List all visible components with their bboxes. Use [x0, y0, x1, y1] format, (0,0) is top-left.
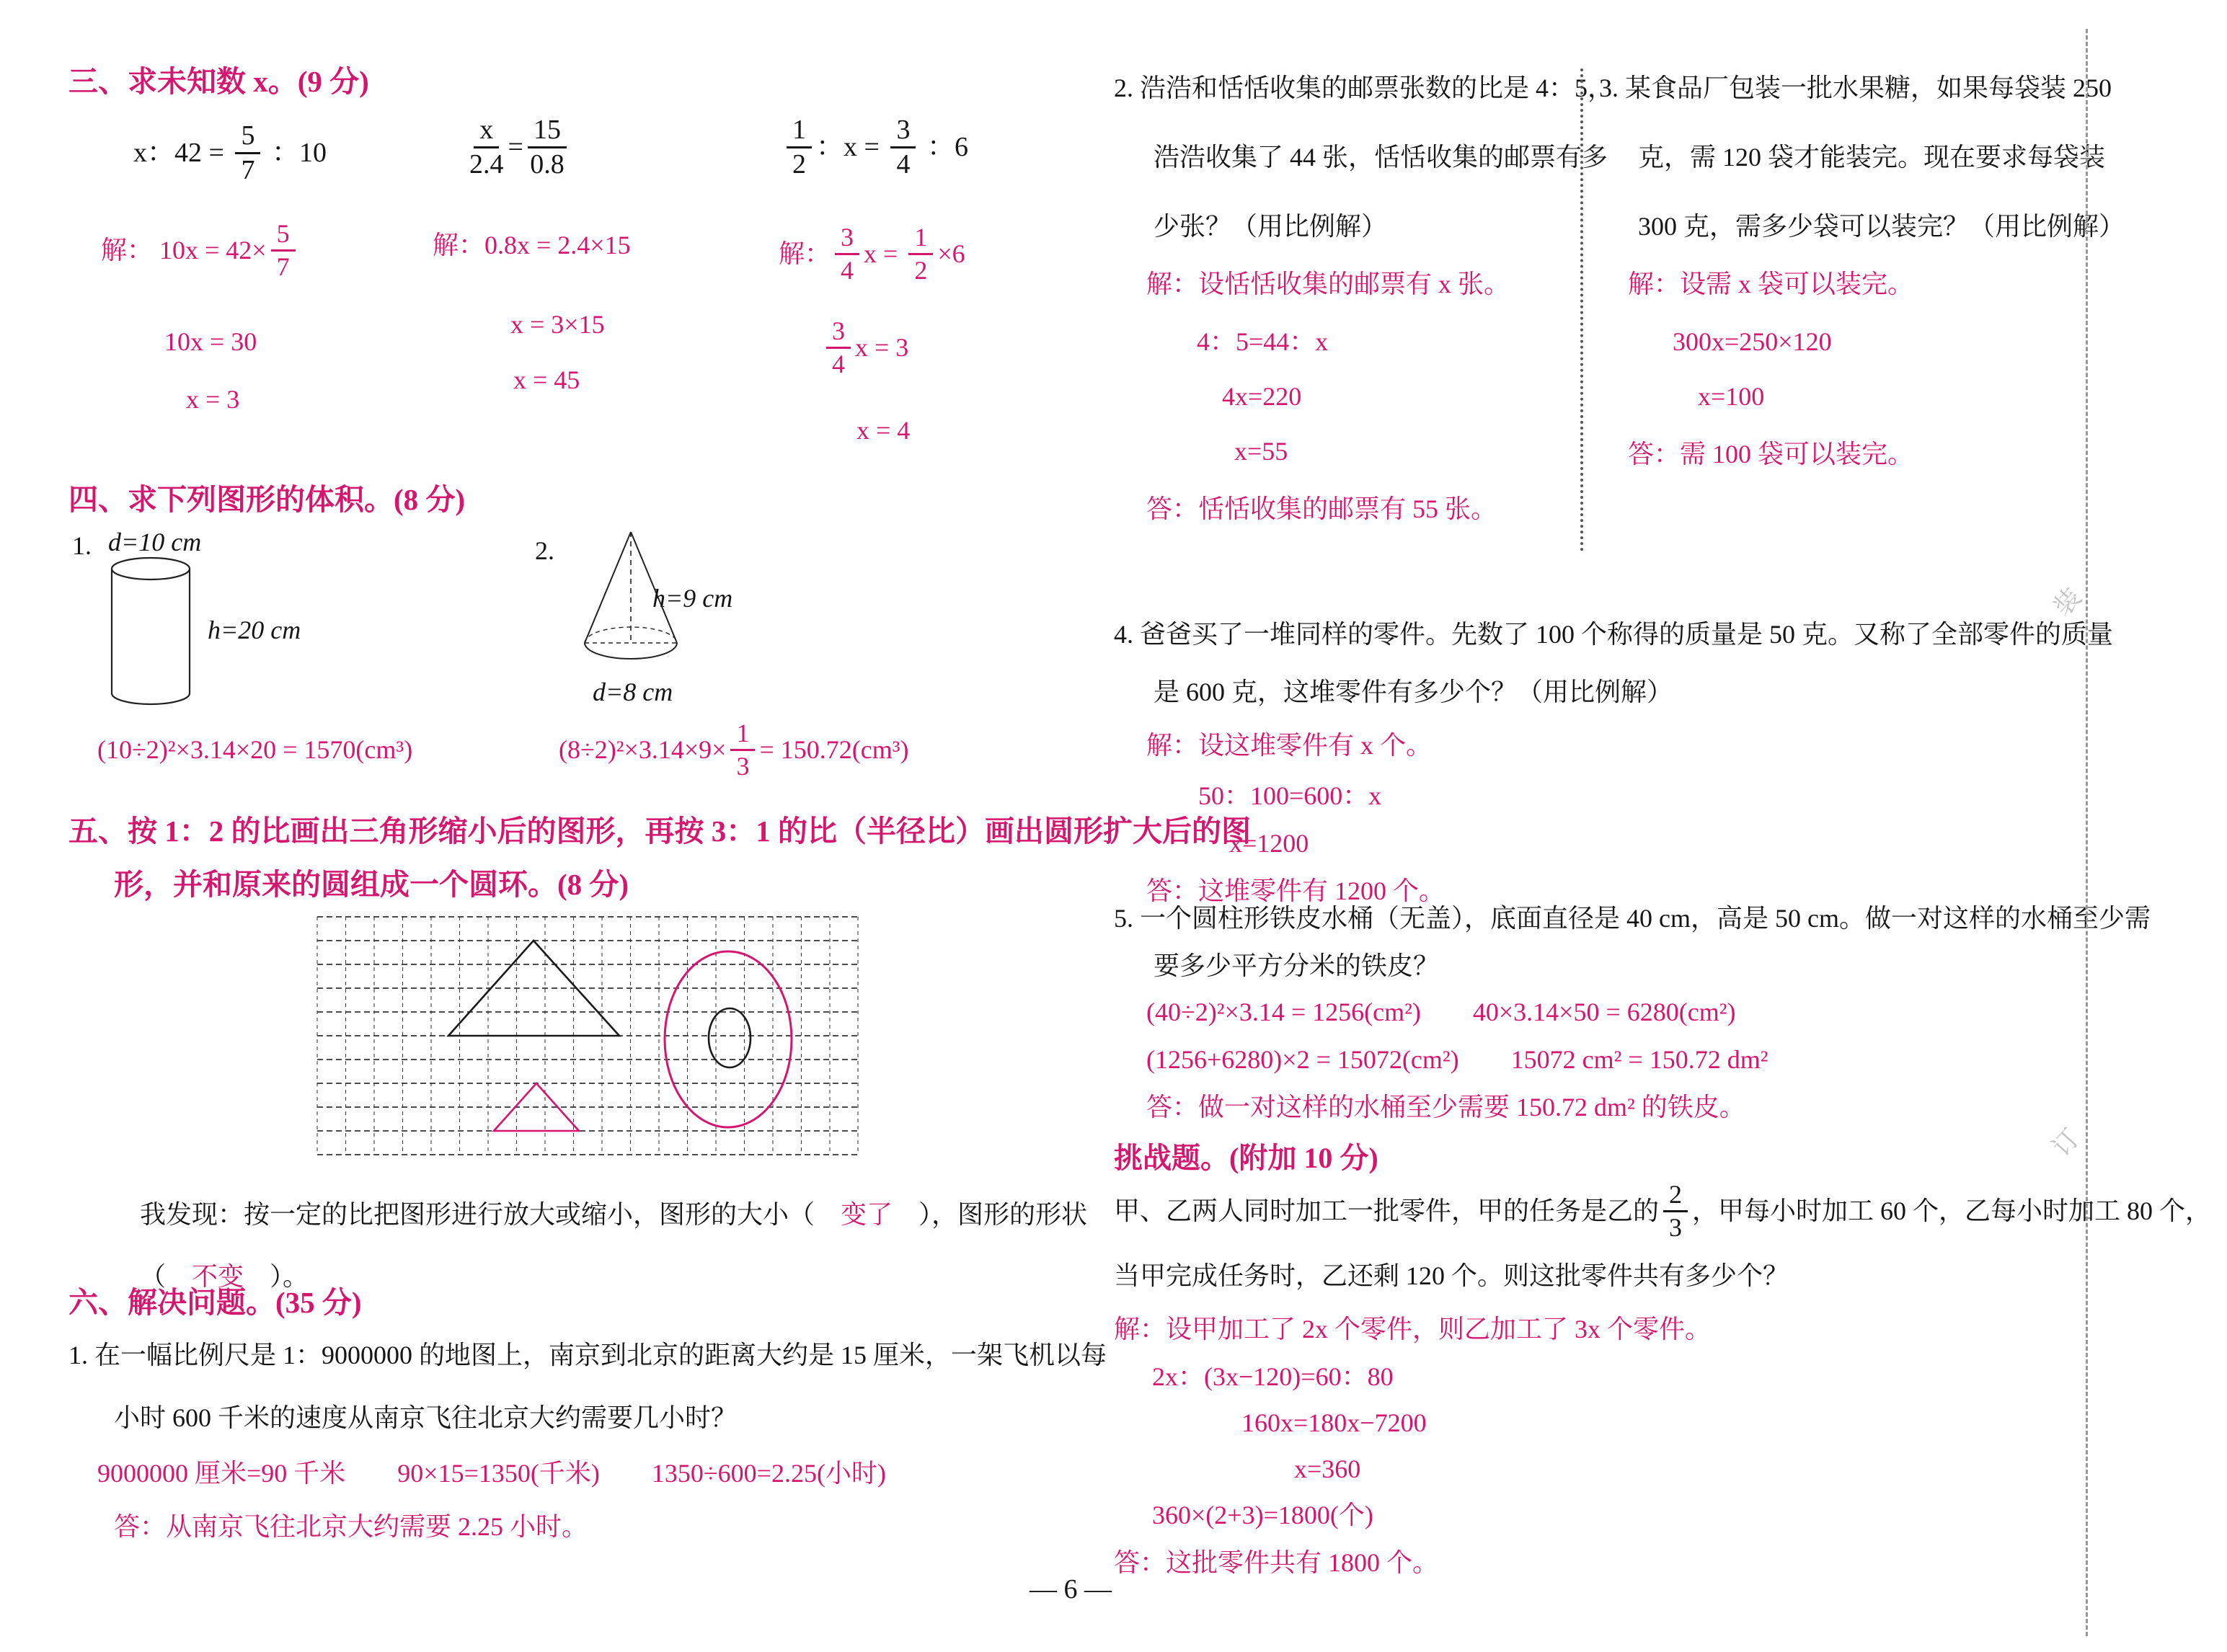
- solution2-line2: x = 3×15: [510, 310, 605, 339]
- challenge-working2: 2x：(3x−120)=60：80: [1152, 1362, 1394, 1391]
- solution2-line3: x = 45: [513, 365, 580, 394]
- problem2-line2: 浩浩收集了 44 张，恬恬收集的邮票有多: [1154, 143, 1608, 172]
- section6-title: 六、解决问题。(35 分): [68, 1286, 362, 1319]
- eq3-right: ：6: [920, 131, 968, 162]
- challenge-answer: 答：这批零件共有 1800 个。: [1114, 1548, 1439, 1577]
- problem2-working3: 4x=220: [1222, 382, 1302, 411]
- eq1-right: ：10: [265, 137, 327, 168]
- problem4-line1: 4. 爸爸买了一堆同样的零件。先数了 100 个称得的质量是 50 克。又称了全部零件的质量: [1114, 620, 2114, 649]
- finding-answer-1: 变了: [841, 1200, 893, 1229]
- figure1-number: 1.: [72, 531, 92, 560]
- fraction: $\frac{15}{0.8}$: [528, 115, 567, 179]
- fraction: $\frac{5}{7}$: [271, 220, 296, 281]
- binding-line: [2086, 29, 2088, 1636]
- problem2-answer: 答：恬恬收集的邮票有 55 张。: [1146, 494, 1497, 523]
- problem4-working2: 50：100=600：x: [1198, 781, 1382, 810]
- solution1-line2: 10x = 30: [164, 327, 257, 356]
- section4-formula-1: (10÷2)²×3.14×20 = 1570(cm³): [97, 735, 413, 764]
- equals: =: [508, 131, 523, 162]
- fraction: $\frac{1}{3}$: [730, 719, 755, 781]
- problem5-answer: 答：做一对这样的水桶至少需要 150.72 dm² 的铁皮。: [1146, 1093, 1745, 1122]
- problem2-working1: 解：设恬恬收集的邮票有 x 张。: [1146, 270, 1510, 298]
- fraction: 1 2: [787, 115, 812, 179]
- challenge-working5: 360×(2+3)=1800(个): [1152, 1501, 1373, 1529]
- figure2-diameter-label: d=8 cm: [593, 678, 673, 706]
- section3-equation-3: [782, 115, 968, 179]
- fraction: 3 4: [835, 223, 859, 285]
- cylinder-figure: [108, 556, 193, 708]
- solution2-line1: 解：0.8x = 2.4×15: [433, 231, 631, 259]
- problem2-line1: 2. 浩浩和恬恬收集的邮票张数的比是 4：5，: [1114, 74, 1614, 102]
- finding-line2: （ 不变 ）。: [140, 1262, 309, 1291]
- fraction: $\frac{1}{2}$: [908, 223, 933, 285]
- problem1-line2: 小时 600 千米的速度从南京飞往北京大约需要几小时？: [114, 1403, 738, 1432]
- challenge-working4: x=360: [1294, 1455, 1361, 1483]
- problem4-line2: 是 600 克，这堆零件有多少个？（用比例解）: [1154, 678, 1673, 706]
- solution1-line1: 解： 10x = 42× $\frac{5}{7}$: [101, 220, 300, 281]
- problem1-working: 9000000 厘米=90 千米 90×15=1350(千米) 1350÷600=2.25(小时): [97, 1459, 886, 1488]
- challenge-working1: 解：设甲加工了 2x 个零件，则乙加工了 3x 个零件。: [1114, 1315, 1712, 1344]
- problem3-answer: 答：需 100 袋可以装完。: [1628, 440, 1914, 468]
- problem4-working3: x=1200: [1229, 829, 1309, 858]
- challenge-working3: 160x=180x−7200: [1241, 1408, 1427, 1437]
- grid-figure: [317, 917, 858, 1155]
- fraction: $\frac{3}{4}$: [890, 115, 916, 179]
- section5-title-line1: 五、按 1：2 的比画出三角形缩小后的图形，再按 3：1 的比（半径比）画出圆形扩大后的图: [68, 814, 1251, 848]
- binding-mark-icon: 订: [2046, 1123, 2086, 1162]
- problem3-line3: 300 克，需多少袋可以装完？（用比例解）: [1638, 212, 2125, 241]
- fraction: 2 3: [1663, 1181, 1688, 1242]
- problem2-line3: 少张？（用比例解）: [1154, 212, 1388, 241]
- problem3-line1: 3. 某食品厂包装一批水果糖，如果每袋装 250: [1599, 74, 2112, 102]
- solution1-line3: x = 3: [186, 385, 240, 414]
- section3-title: 三、求未知数 x。(9 分): [68, 65, 369, 98]
- page-number: — 6 —: [1030, 1574, 1112, 1604]
- section4-title: 四、求下列图形的体积。(8 分): [68, 483, 466, 516]
- fraction: $\frac{x}{2.4}$: [469, 115, 504, 180]
- eq1-left: x：42 =: [133, 137, 231, 168]
- problem2-working4: x=55: [1234, 437, 1288, 466]
- section4-formula-2: (8÷2)²×3.14×9× $\frac{1}{3}$ = 150.72(cm³): [559, 719, 909, 781]
- solution3-line2: 3 4 x = 3: [822, 317, 908, 378]
- challenge-title: 挑战题。(附加 10 分): [1114, 1142, 1378, 1174]
- solution3-line1: 解： 3 4 x = $\frac{1}{2}$ ×6: [779, 223, 965, 285]
- problem5-working1: (40÷2)²×3.14 = 1256(cm²) 40×3.14×50 = 6280(cm²): [1146, 998, 1736, 1026]
- figure1-diameter-label: d=10 cm: [108, 528, 202, 556]
- solution3-line3: x = 4: [856, 416, 911, 445]
- column-divider: [1580, 68, 1583, 551]
- problem2-working2: 4：5=44：x: [1197, 327, 1329, 356]
- problem3-working3: x=100: [1698, 382, 1765, 411]
- figure2-number: 2.: [535, 536, 554, 565]
- section3-equation-2: [465, 115, 571, 179]
- problem3-line2: 克，需 120 袋才能装完。现在要求每袋装: [1638, 143, 2106, 172]
- problem5-working2: (1256+6280)×2 = 15072(cm²) 15072 cm² = 150.72 dm²: [1146, 1045, 1768, 1074]
- binding-mark-icon: 装: [2047, 582, 2087, 621]
- eq3-mid: ：x =: [816, 131, 887, 162]
- problem4-answer: 答：这堆零件有 1200 个。: [1146, 876, 1445, 905]
- challenge-line2: 当甲完成任务时，乙还剩 120 个。则这批零件共有多少个？: [1114, 1261, 1789, 1290]
- problem1-answer: 答：从南京飞往北京大约需要 2.25 小时。: [114, 1512, 588, 1541]
- problem3-working1: 解：设需 x 袋可以装完。: [1628, 270, 1914, 298]
- problem5-line2: 要多少平方分米的铁皮？: [1154, 951, 1440, 980]
- problem5-line1: 5. 一个圆柱形铁皮水桶（无盖），底面直径是 40 cm，高是 50 cm。做一对这样的水桶至少需: [1114, 904, 2151, 933]
- finding-answer-2: 不变: [192, 1262, 244, 1291]
- challenge-line1: 甲、乙两人同时加工一批零件，甲的任务是乙的 2 3 ，甲每小时加工 60 个，乙每小时加工 80 个，: [1114, 1180, 2212, 1242]
- figure1-height-label: h=20 cm: [208, 616, 301, 644]
- fraction: 3 4: [826, 317, 851, 378]
- fraction: $\frac{5}{7}$: [235, 121, 260, 185]
- finding-line1: 我发现：按一定的比把图形进行放大或缩小，图形的大小（ 变了 ），图形的形状: [140, 1200, 1088, 1229]
- section3-equation-1: [133, 121, 327, 185]
- section5-title-line2: 形，并和原来的圆组成一个圆环。(8 分): [114, 868, 629, 901]
- figure2-height-label: h=9 cm: [652, 584, 733, 613]
- problem1-line1: 1. 在一幅比例尺是 1：9000000 的地图上，南京到北京的距离大约是 15 厘米，一架飞机以每: [68, 1341, 1107, 1369]
- original-circle: [709, 1008, 751, 1067]
- problem4-working1: 解：设这堆零件有 x 个。: [1146, 731, 1433, 760]
- problem3-working2: 300x=250×120: [1673, 327, 1832, 356]
